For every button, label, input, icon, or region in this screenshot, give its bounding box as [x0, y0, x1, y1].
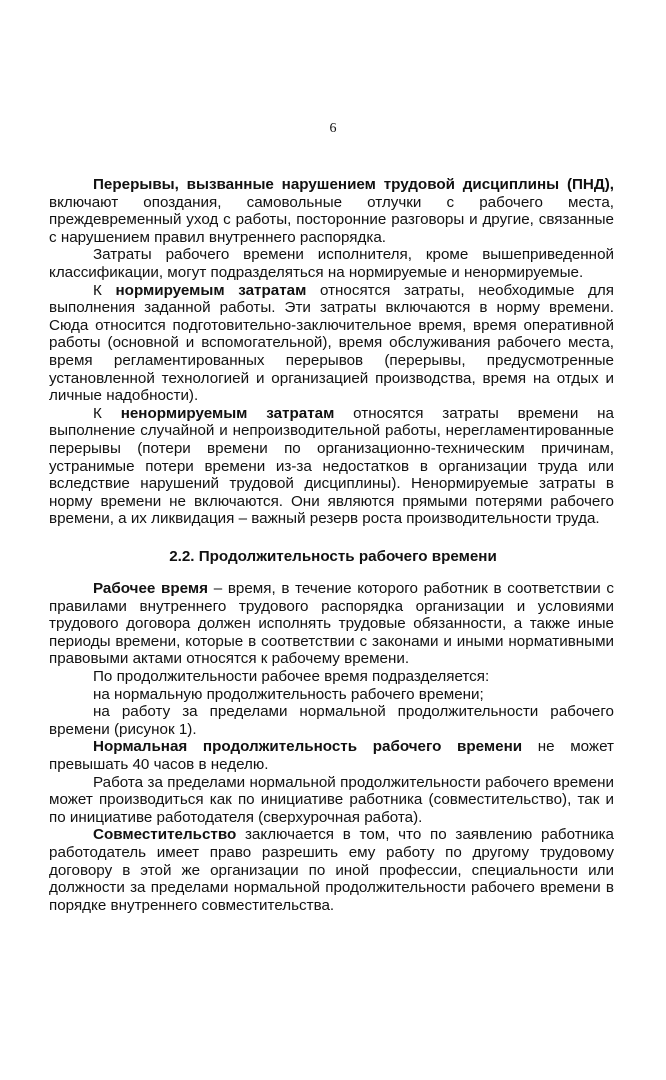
- paragraph-normal-duration: [49, 738, 614, 773]
- paragraph-part-time: [49, 826, 614, 914]
- paragraph-prefix: К: [93, 404, 121, 422]
- paragraph-text: заключается в том, что по заявлению работника работодатель имеет право разрешить ему работу по другому трудовому договору в этой же организации по иной профессии, специальности или должности за пределами нормальной продолжительности рабочего времени в порядке внутреннего совместительства.: [49, 826, 614, 914]
- paragraph-beyond-normal: [49, 774, 614, 827]
- term-pnd: Перерывы, вызванные нарушением трудовой дисциплины (ПНД),: [93, 176, 614, 193]
- term-working-time: Рабочее время: [93, 580, 209, 597]
- paragraph-text: относятся затраты, необходимые для выполнения заданной работы. Эти затраты включаются в норму времени. Сюда относится подготовительно-заключительное время, время оперативной работы (основной и вспомогательной), время обслуживания рабочего места, время регламентированных перерывов (перерывы, предусмотренные установленной технологией и организацией производства, время на отдых и личные надобности).: [49, 281, 614, 405]
- paragraph-division: [49, 668, 614, 686]
- paragraph-prefix: К: [93, 281, 116, 299]
- paragraph-classification: [49, 246, 614, 281]
- term-normal-duration: Нормальная продолжительность рабочего времени: [93, 738, 523, 756]
- paragraph-unnormed: [49, 405, 614, 528]
- paragraph-text: на нормальную продолжительность рабочего времени;: [93, 685, 484, 703]
- text-block-top: [49, 176, 614, 528]
- term-part-time: Совместительство: [93, 826, 237, 844]
- paragraph-text: Затраты рабочего времени исполнителя, кроме вышеприведенной классификации, могут подразделяться на нормируемые и ненормируемые.: [49, 246, 614, 281]
- paragraph-text: Работа за пределами нормальной продолжительности рабочего времени может производиться как по инициативе работника (совместительство), так и по инициативе работодателя (сверхурочная работа).: [49, 773, 614, 826]
- paragraph-text: на работу за пределами нормальной продолжительности рабочего времени (рисунок 1).: [49, 703, 614, 738]
- paragraph-working-time: [49, 580, 614, 668]
- paragraph-text: По продолжительности рабочее время подразделяется:: [93, 667, 490, 685]
- term-unnormed: ненормируемым затратам: [120, 404, 335, 422]
- term-normed: нормируемым затратам: [115, 281, 307, 299]
- paragraph-normal-item: [49, 686, 614, 704]
- paragraph-pnd: [49, 176, 614, 246]
- paragraph-text: – время, в течение которого работник в соответствии с правилами внутреннего трудового распорядка организации и условиями трудового договора должен исполнять трудовые обязанности, а также иные периоды времени, которые в соответствии с законами и иными нормативными правовыми актами относятся к рабочему времени.: [49, 580, 614, 668]
- section-heading: 2.2. Продолжительность рабочего времени: [169, 548, 497, 565]
- paragraph-text: относятся затраты времени на выполнение случайной и непроизводительной работы, нерегламентированные перерывы (потери времени по организационно-техническим причинам, устранимые потери времени из-за недостатков в организации труда или вследствие нарушений трудовой дисциплины). Ненормируемые затраты в норму времени не включаются. Они являются прямыми потерями рабочего времени, а их ликвидация – важный резерв роста производительности труда.: [49, 404, 614, 528]
- paragraph-text: включают опоздания, самовольные отлучки с рабочего места, преждевременный уход с работы, посторонние разговоры и другие, связанные с нарушением правил внутреннего распорядка.: [49, 193, 614, 246]
- page-number: 6: [329, 121, 337, 136]
- paragraph-normed: [49, 282, 614, 405]
- paragraph-text: не может превышать 40 часов в неделю.: [49, 738, 614, 773]
- paragraph-overtime-item: [49, 703, 614, 738]
- text-block-bottom: [49, 580, 614, 914]
